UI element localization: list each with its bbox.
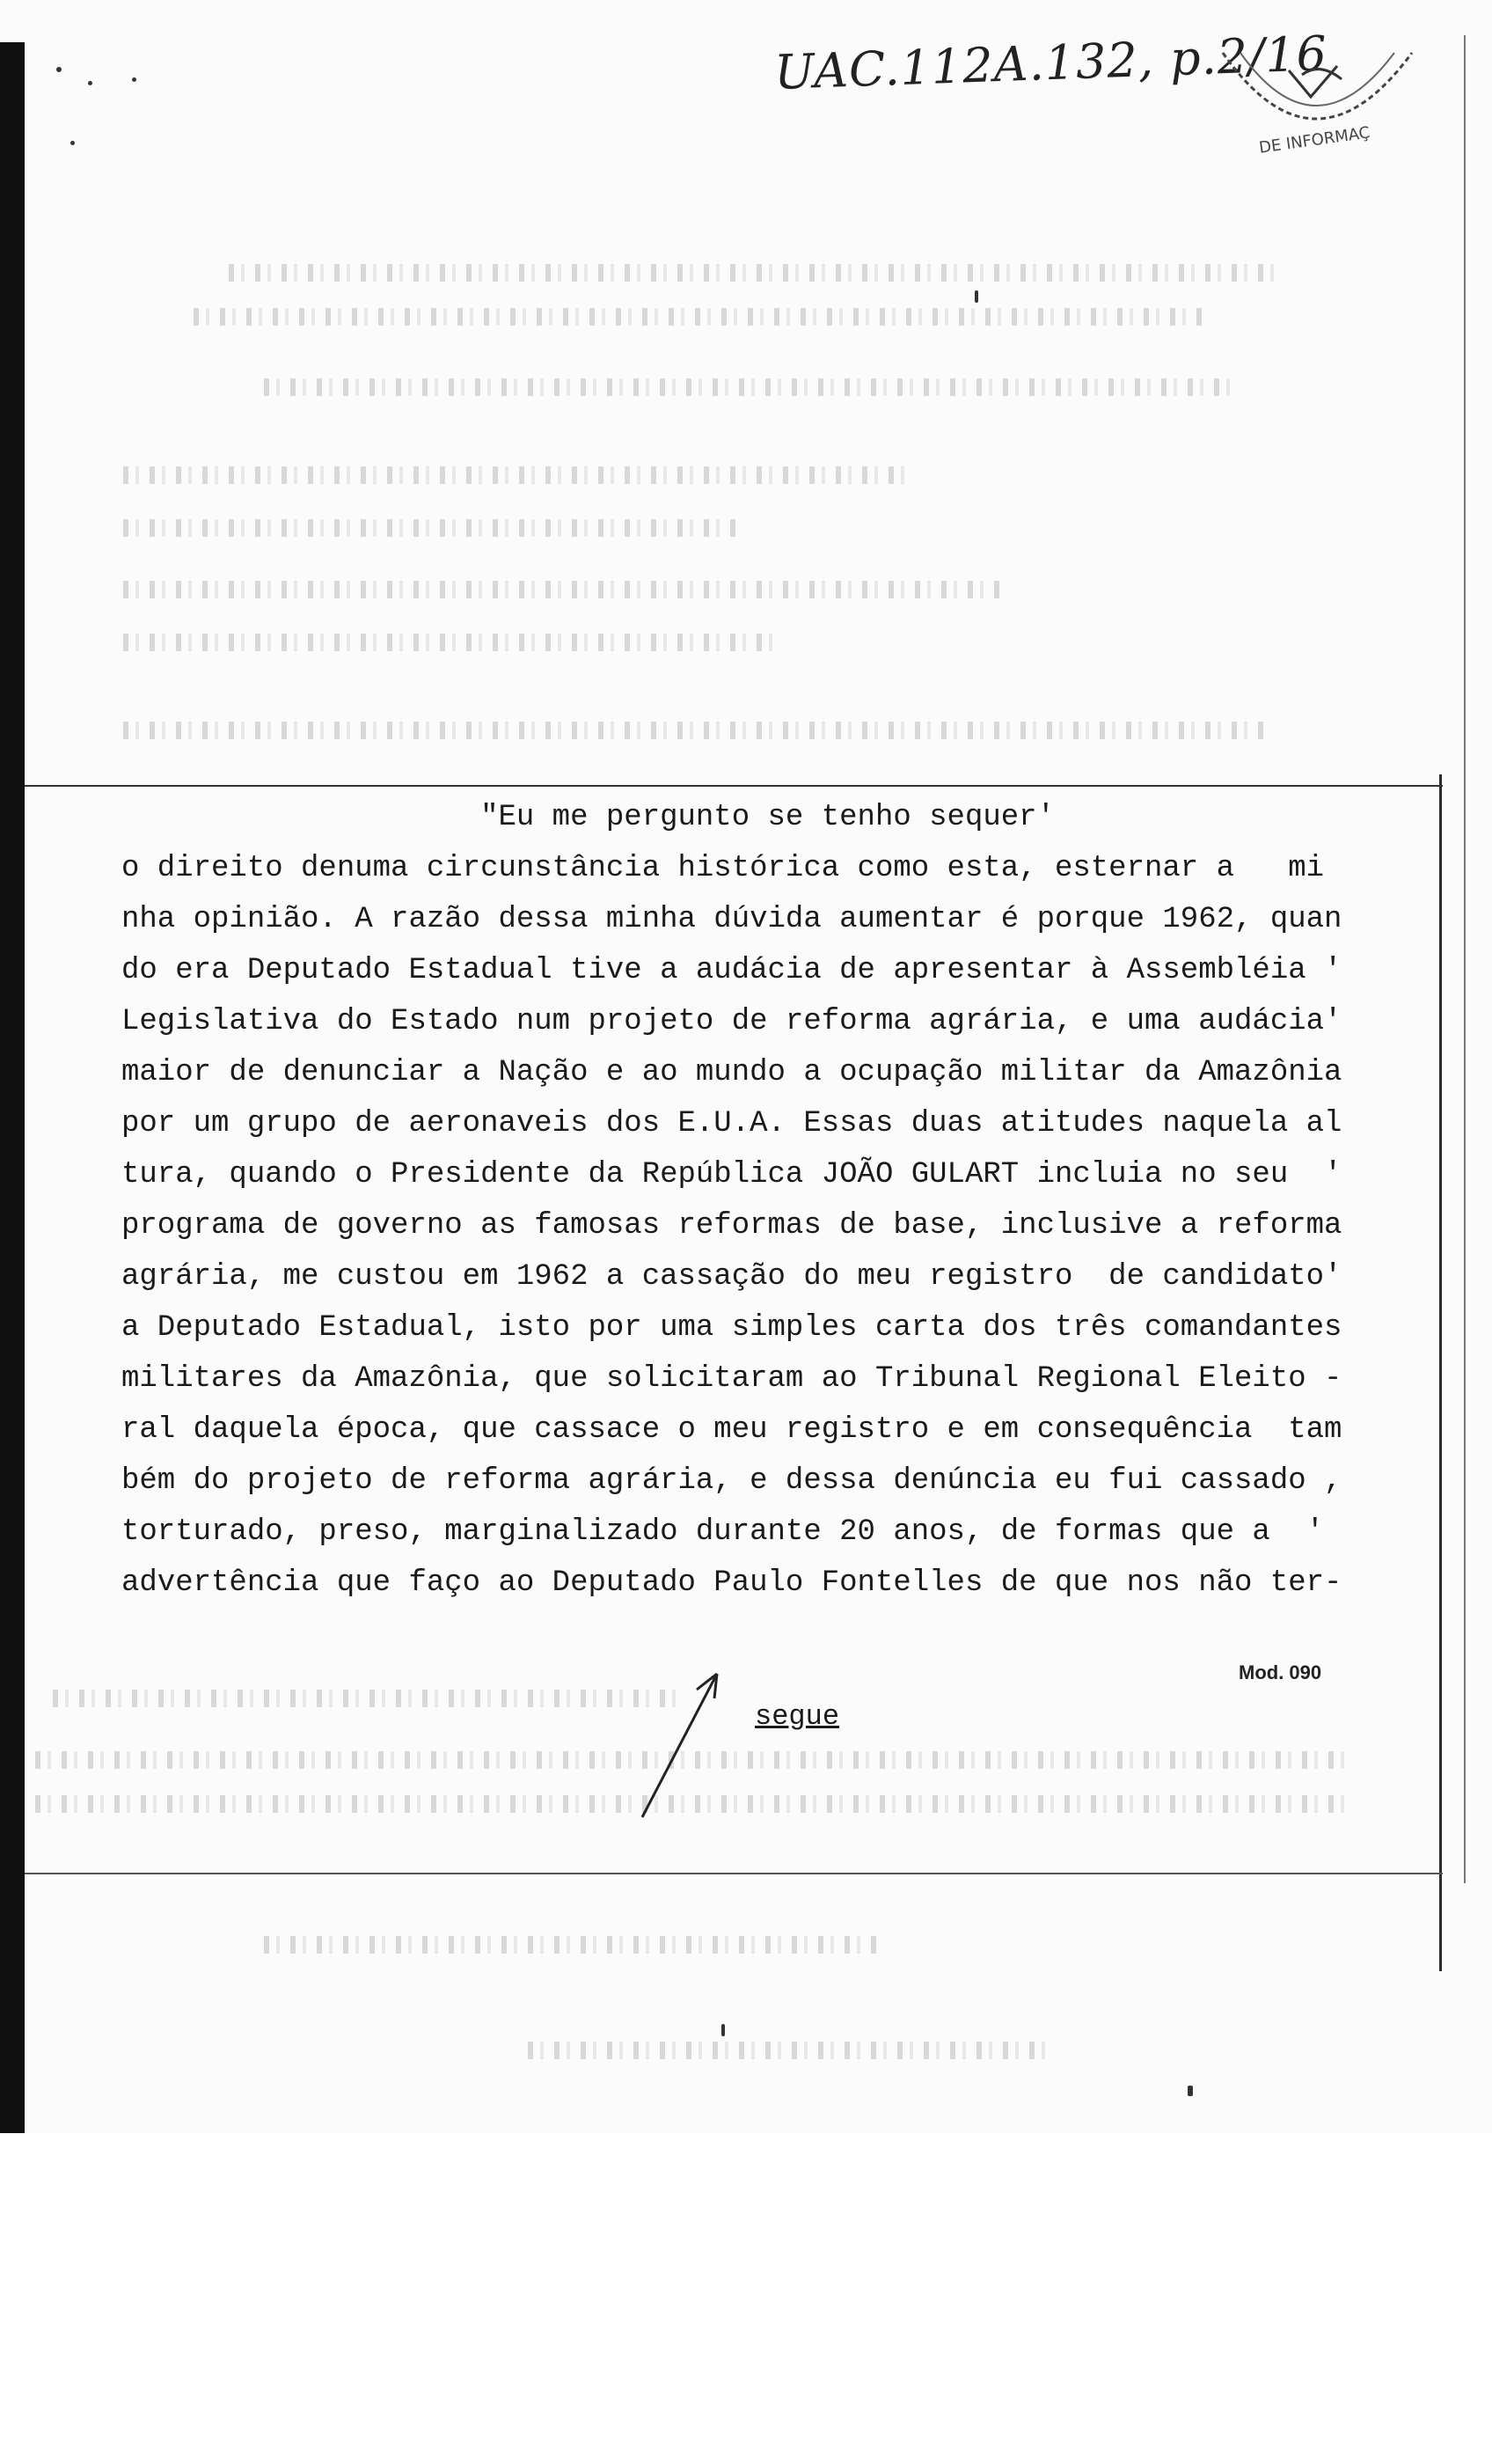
bleed-through (123, 581, 1003, 598)
scan-speck (70, 141, 75, 145)
scan-speck (1188, 2086, 1193, 2096)
text-line: o direito denuma circunstância histórica como esta, esternar a mi (121, 852, 1325, 885)
text-line: advertência que faço ao Deputado Paulo Fontelles de que nos não ter- (121, 1566, 1342, 1600)
bleed-through (123, 634, 783, 651)
text-line: Legislativa do Estado num projeto de reforma agrária, e uma audácia' (121, 1005, 1342, 1038)
scan-left-edge (0, 42, 25, 2133)
typed-transcript (121, 792, 1353, 1609)
bleed-through (528, 2042, 1056, 2059)
bleed-through (264, 1936, 880, 1954)
bleed-through (264, 378, 1232, 396)
bleed-through (123, 466, 915, 484)
continue-label: segue (755, 1700, 840, 1733)
bleed-through (229, 264, 1284, 282)
form-right-border (1439, 774, 1442, 1971)
svg-text:DE INFORMAÇ: DE INFORMAÇ (1257, 123, 1371, 158)
bleed-through (53, 1690, 686, 1707)
handwritten-reference: UAC.112A.132, p.2/16 (773, 26, 1328, 100)
text-line: agrária, me custou em 1962 a cassação do meu registro de candidato' (121, 1260, 1342, 1294)
archive-seal-stamp (1205, 35, 1425, 176)
text-line: tura, quando o Presidente da República JOÃO GULART incluia no seu ' (121, 1158, 1342, 1192)
text-line: militares da Amazônia, que solicitaram ao Tribunal Regional Eleito - (121, 1362, 1342, 1396)
scan-right-margin (1464, 35, 1466, 1883)
text-line: a Deputado Estadual, isto por uma simples carta dos três comandantes (121, 1311, 1342, 1345)
scan-speck (56, 67, 62, 72)
text-line: maior de denunciar a Nação e ao mundo a ocupação militar da Amazônia (121, 1056, 1342, 1089)
bleed-through (123, 722, 1267, 739)
form-bottom-rule (25, 1873, 1443, 1874)
text-line: ral daquela época, que cassace o meu registro e em consequência tam (121, 1413, 1342, 1447)
text-line: "Eu me pergunto se tenho sequer' (121, 801, 1055, 834)
scan-speck (975, 290, 978, 303)
text-line: nha opinião. A razão dessa minha dúvida aumentar é porque 1962, quan (121, 903, 1342, 936)
form-top-rule (25, 785, 1443, 787)
bleed-through (194, 308, 1205, 326)
text-line: do era Deputado Estadual tive a audácia de apresentar à Assembléia ' (121, 954, 1342, 987)
text-line: torturado, preso, marginalizado durante 20 anos, de formas que a ' (121, 1515, 1325, 1549)
text-line: programa de governo as famosas reformas de base, inclusive a reforma (121, 1209, 1342, 1243)
scan-speck (132, 77, 136, 82)
bleed-through (123, 519, 739, 537)
text-line: bém do projeto de reforma agrária, e dessa denúncia eu fui cassado , (121, 1464, 1342, 1498)
scan-speck (88, 81, 92, 85)
form-code: Mod. 090 (1239, 1661, 1322, 1683)
handdrawn-arrow-icon (633, 1663, 739, 1822)
text-line: por um grupo de aeronaveis dos E.U.A. Essas duas atitudes naquela al (121, 1107, 1342, 1140)
scan-speck (721, 2024, 725, 2036)
